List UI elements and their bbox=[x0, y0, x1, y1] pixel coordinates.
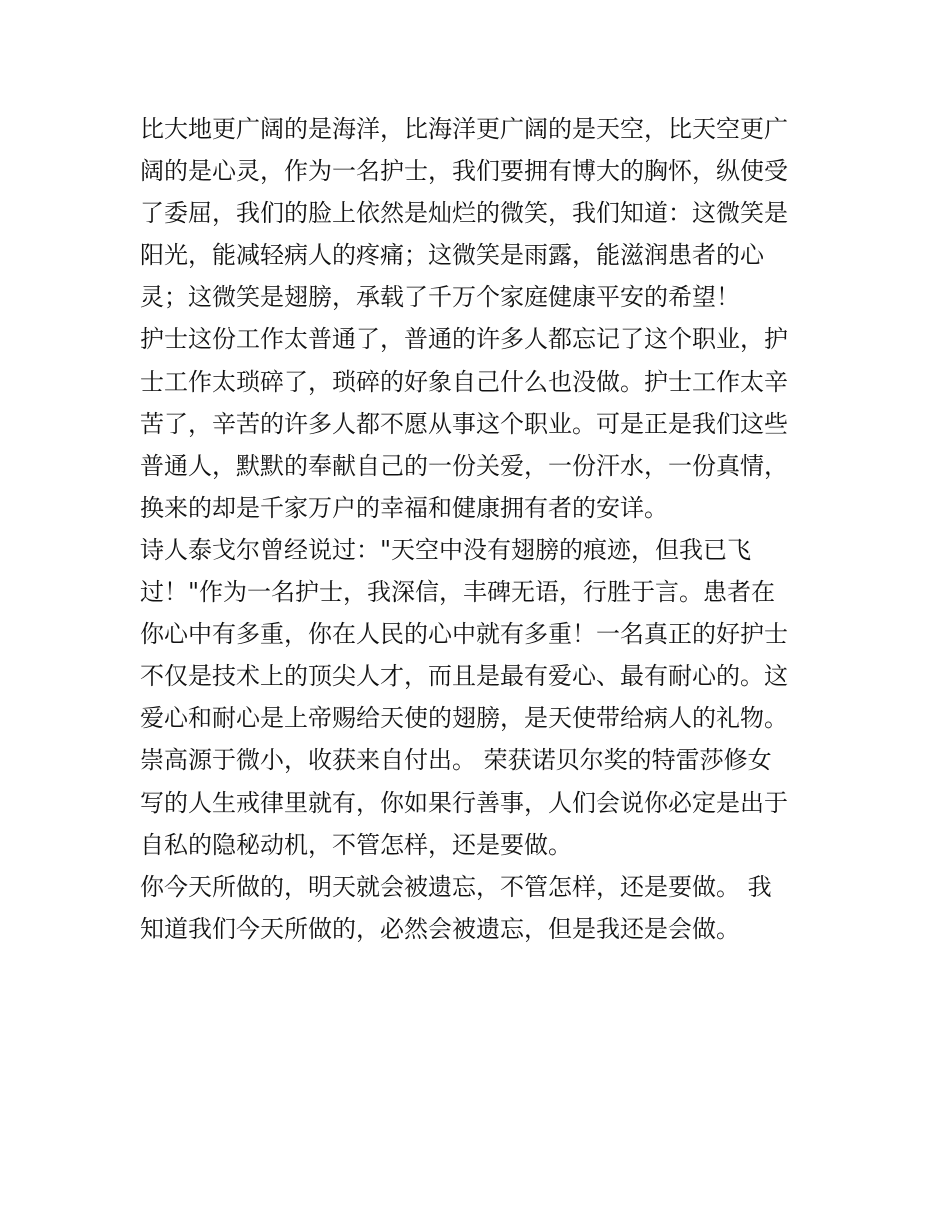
body-text bbox=[140, 108, 812, 950]
text-line: 你心中有多重，你在人民的心中就有多重！一名真正的好护士 bbox=[140, 620, 788, 649]
text-line: 士工作太琐碎了，琐碎的好象自己什么也没做。护士工作太辛 bbox=[140, 367, 788, 396]
text-line: 写的人生戒律里就有，你如果行善事，人们会说你必定是出于 bbox=[140, 788, 788, 817]
text-line: 灵；这微笑是翅膀，承载了千万个家庭健康平安的希望！ bbox=[140, 283, 740, 312]
text-line: 你今天所做的，明天就会被遗忘，不管怎样，还是要做。 我 bbox=[140, 872, 772, 901]
text-line: 护士这份工作太普通了，普通的许多人都忘记了这个职业，护 bbox=[140, 325, 788, 354]
text-line: 了委屈，我们的脸上依然是灿烂的微笑，我们知道：这微笑是 bbox=[140, 199, 788, 228]
text-line: 知道我们今天所做的，必然会被遗忘，但是我还是会做。 bbox=[140, 914, 740, 943]
text-line: 不仅是技术上的顶尖人才，而且是最有爱心、最有耐心的。这 bbox=[140, 662, 788, 691]
text-line: 阳光，能减轻病人的疼痛；这微笑是雨露，能滋润患者的心 bbox=[140, 241, 764, 270]
text-line: 过！"作为一名护士，我深信，丰碑无语，行胜于言。患者在 bbox=[140, 578, 776, 607]
text-line: 苦了，辛苦的许多人都不愿从事这个职业。可是正是我们这些 bbox=[140, 409, 788, 438]
text-line: 换来的却是千家万户的幸福和健康拥有者的安详。 bbox=[140, 493, 668, 522]
text-line: 阔的是心灵，作为一名护士，我们要拥有博大的胸怀，纵使受 bbox=[140, 157, 788, 186]
text-line: 诗人泰戈尔曾经说过："天空中没有翅膀的痕迹，但我已飞 bbox=[140, 535, 752, 564]
text-line: 爱心和耐心是上帝赐给天使的翅膀，是天使带给病人的礼物。 bbox=[140, 704, 788, 733]
text-line: 比大地更广阔的是海洋，比海洋更广阔的是天空，比天空更广 bbox=[140, 115, 788, 143]
text-line: 普通人，默默的奉献自己的一份关爱，一份汗水，一份真情， bbox=[140, 451, 788, 480]
text-line: 自私的隐秘动机，不管怎样，还是要做。 bbox=[140, 830, 572, 859]
text-line: 崇高源于微小，收获来自付出。 荣获诺贝尔奖的特雷莎修女 bbox=[140, 746, 772, 775]
